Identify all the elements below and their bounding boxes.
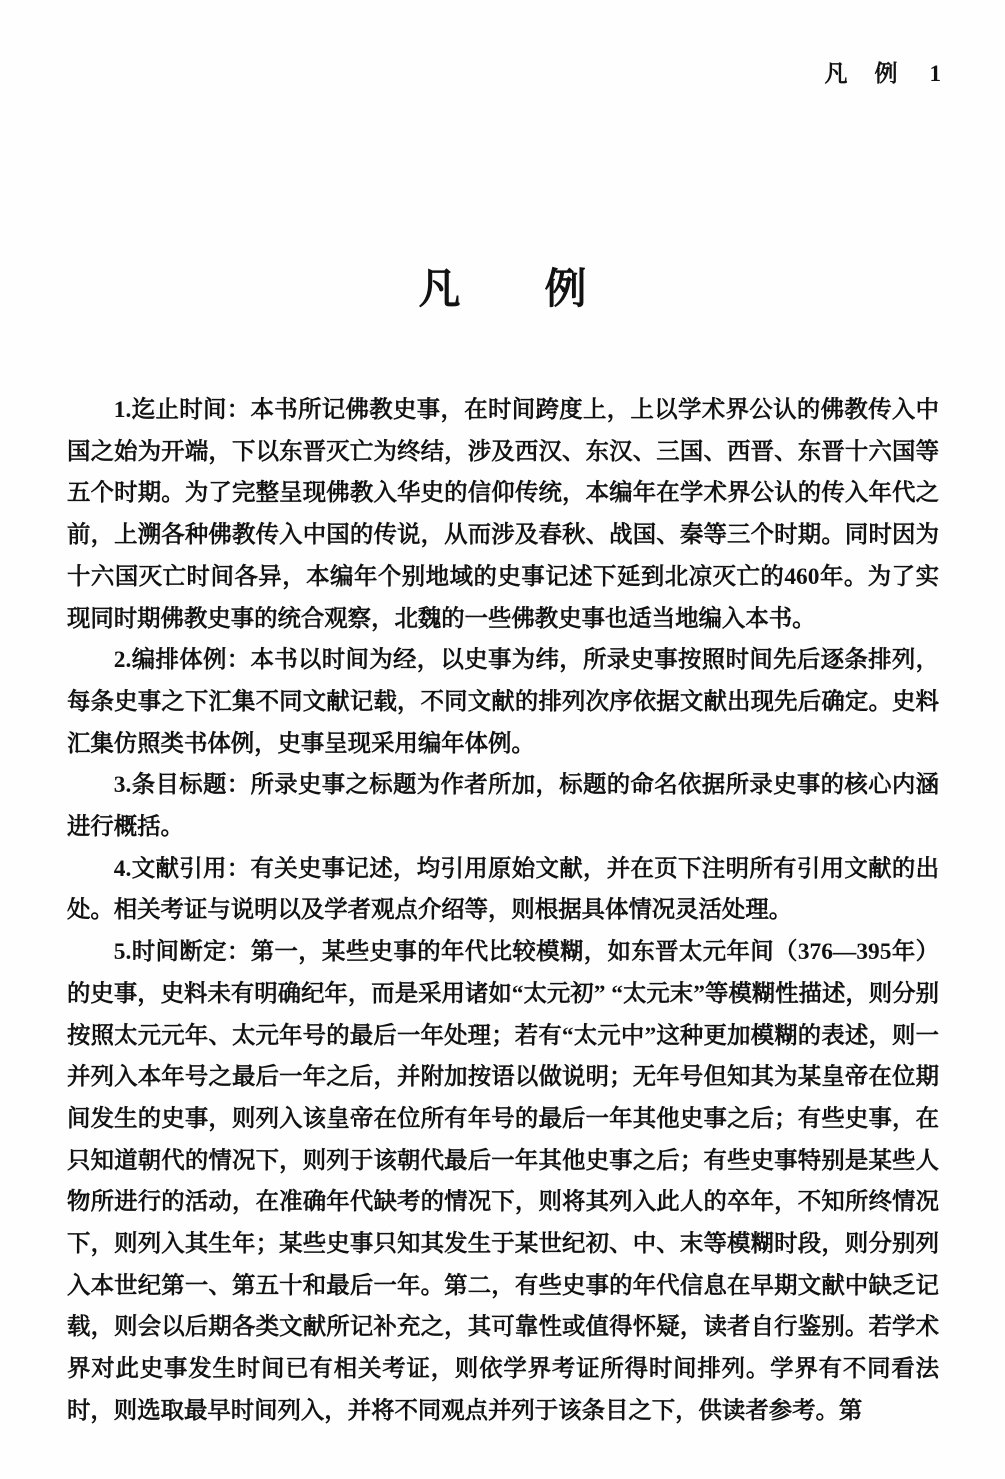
page-number: 1: [929, 61, 941, 86]
body-text: [67, 390, 939, 1433]
paragraph-5: 5.时间断定：第一，某些史事的年代比较模糊，如东晋太元年间（376—395年）的史事，史料未有明确纪年，而是采用诸如“太元初” “太元末”等模糊性描述，则分别按照太元元年、太元年号的最后一年处理；若有“太元中”这种更加模糊的表述，则一并列入本年号之最后一年之后，并附加按语以做说明；无年号但知其为某皇帝在位期间发生的史事，则列入该皇帝在位所有年号的最后一年其他史事之后；有些史事，在只知道朝代的情况下，则列于该朝代最后一年其他史事之后；有些史事特别是某些人物所进行的活动，在准确年代缺考的情况下，则将其列入此人的卒年，不知所终情况下，则列入其生年；某些史事只知其发生于某世纪初、中、末等模糊时段，则分别列入本世纪第一、第五十和最后一年。第二，有些史事的年代信息在早期文献中缺乏记载，则会以后期各类文献所记补充之，其可靠性或值得怀疑，读者自行鉴别。若学术界对此史事发生时间已有相关考证，则依学界考证所得时间排列。学界有不同看法时，则选取最早时间列入，并将不同观点并列于该条目之下，供读者参考。第: [67, 939, 939, 1424]
page-header: [825, 55, 942, 88]
running-title: 凡 例: [824, 61, 900, 86]
paragraph-3: 3.条目标题：所录史事之标题为作者所加，标题的命名依据所录史事的核心内涵进行概括。: [67, 772, 939, 841]
paragraph-1: 1.迄止时间：本书所记佛教史事，在时间跨度上，上以学术界公认的佛教传入中国之始为开端，下以东晋灭亡为终结，涉及西汉、东汉、三国、西晋、东晋十六国等五个时期。为了完整呈现佛教入华史的信仰传统，本编年在学术界公认的传入年代之前，上溯各种佛教传入中国的传说，从而涉及春秋、战国、秦等三个时期。同时因为十六国灭亡时间各异，本编年个别地域的史事记述下延到北凉灭亡的460年。为了实现同时期佛教史事的统合观察，北魏的一些佛教史事也适当地编入本书。: [67, 397, 939, 632]
paragraph-4: 4.文献引用：有关史事记述，均引用原始文献，并在页下注明所有引用文献的出处。相关考证与说明以及学者观点介绍等，则根据具体情况灵活处理。: [67, 855, 939, 924]
page-title: 凡 例: [418, 267, 587, 313]
paragraph-2: 2.编排体例：本书以时间为经，以史事为纬，所录史事按照时间先后逐条排列，每条史事之下汇集不同文献记载，不同文献的排列次序依据文献出现先后确定。史料汇集仿照类书体例，史事呈现采用编年体例。: [67, 647, 939, 757]
